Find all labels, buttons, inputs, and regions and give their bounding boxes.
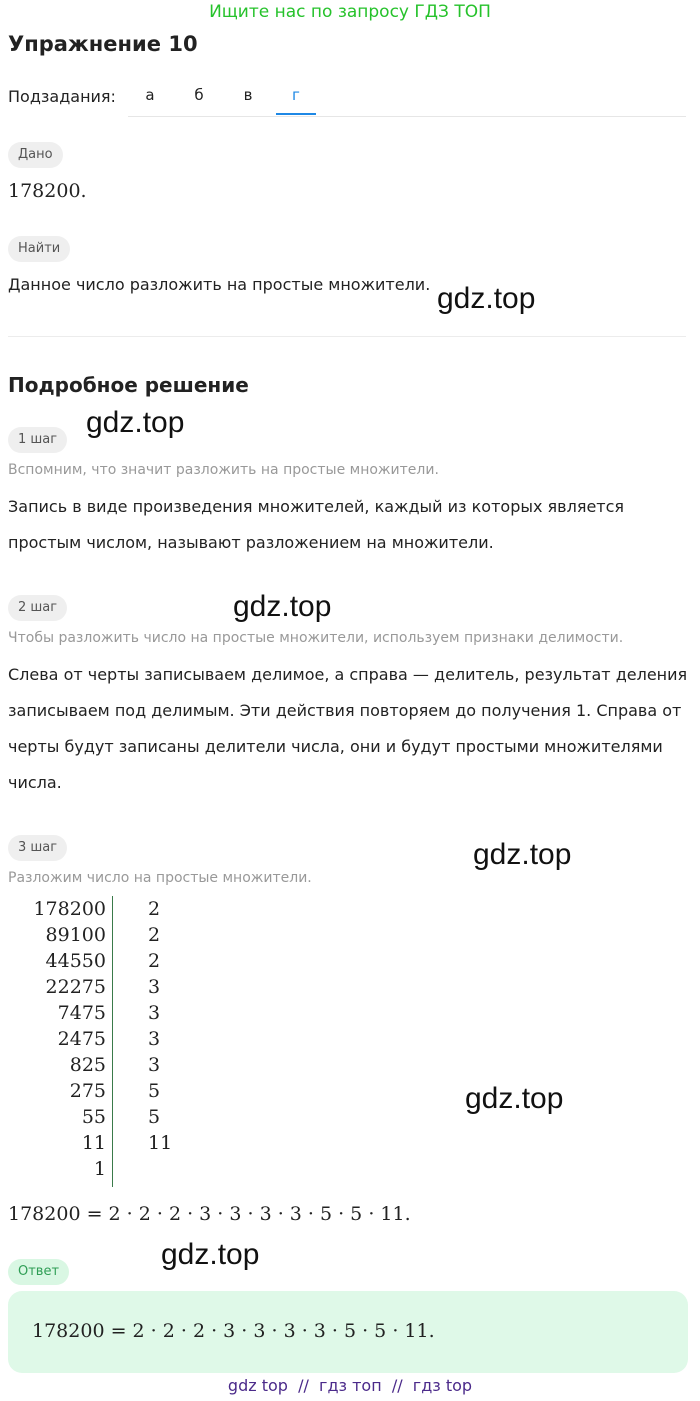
division-row [8, 1028, 208, 1054]
step-2-line: черты будут записаны делители числа, они и будут простыми множителями [8, 737, 663, 756]
find-badge: Найти [8, 236, 70, 262]
tab-a[interactable]: а [145, 86, 155, 104]
division-row [8, 924, 208, 950]
division-row [8, 950, 208, 976]
divisor: 2 [148, 950, 161, 972]
footer-links[interactable]: gdz top // гдз топ // гдз top [227, 1376, 473, 1395]
answer-badge: Ответ [8, 1259, 69, 1285]
division-row [8, 898, 208, 924]
divisor: 3 [148, 1054, 161, 1076]
given-value: 178200. [8, 180, 87, 202]
dividend: 22275 [45, 976, 106, 998]
divisor: 5 [148, 1106, 161, 1128]
division-bar [112, 896, 113, 1187]
section-divider [8, 336, 686, 337]
subtasks-tabs [128, 80, 686, 117]
dividend: 44550 [45, 950, 106, 972]
step-1-line: простым числом, называют разложением на множители. [8, 533, 494, 552]
tab-v[interactable]: в [243, 86, 253, 104]
dividend: 825 [69, 1054, 106, 1076]
watermark: gdz.top [161, 1238, 260, 1271]
step-2-line: числа. [8, 773, 62, 792]
division-row [8, 1080, 208, 1106]
tab-g[interactable]: г [292, 86, 300, 104]
find-text: Данное число разложить на простые множители. [8, 275, 431, 294]
division-row [8, 1132, 208, 1158]
division-table [8, 898, 208, 1188]
dividend: 178200 [33, 898, 106, 920]
search-banner: Ищите нас по запросу ГДЗ ТОП [209, 2, 491, 22]
division-row [8, 1054, 208, 1080]
active-tab-indicator [276, 113, 316, 115]
dividend: 1 [93, 1158, 106, 1180]
factorization-result: 178200 = 2 · 2 · 2 · 3 · 3 · 3 · 3 · 5 · 5 · 11. [8, 1203, 411, 1225]
division-row [8, 976, 208, 1002]
division-row [8, 1002, 208, 1028]
dividend: 7475 [57, 1002, 106, 1024]
subtasks-label: Подзадания: [8, 87, 116, 106]
step-2-line: записываем под делимым. Эти действия повторяем до получения 1. Справа от [8, 701, 682, 720]
dividend: 89100 [45, 924, 106, 946]
step-3-hint: Разложим число на простые множители. [8, 870, 312, 886]
step-1-hint: Вспомним, что значит разложить на простые множители. [8, 462, 439, 478]
step-1-line: Запись в виде произведения множителей, каждый из которых является [8, 497, 625, 516]
answer-text: 178200 = 2 · 2 · 2 · 3 · 3 · 3 · 3 · 5 · 5 · 11. [32, 1320, 435, 1342]
divisor: 3 [148, 1002, 161, 1024]
solution-heading: Подробное решение [8, 373, 249, 397]
watermark: gdz.top [233, 590, 332, 623]
tab-b[interactable]: б [194, 86, 204, 104]
dividend: 2475 [57, 1028, 106, 1050]
step-2-line: Слева от черты записываем делимое, а справа — делитель, результат деления [8, 665, 688, 684]
step-2-badge: 2 шаг [8, 595, 67, 621]
watermark: gdz.top [86, 406, 185, 439]
watermark: gdz.top [473, 838, 572, 871]
divisor: 3 [148, 1028, 161, 1050]
step-2-hint: Чтобы разложить число на простые множители, используем признаки делимости. [8, 630, 624, 646]
divisor: 3 [148, 976, 161, 998]
dividend: 11 [81, 1132, 106, 1154]
dividend: 55 [81, 1106, 106, 1128]
page-title: Упражнение 10 [8, 32, 198, 56]
given-badge: Дано [8, 142, 63, 168]
step-3-badge: 3 шаг [8, 835, 67, 861]
divisor: 2 [148, 898, 161, 920]
division-row [8, 1158, 208, 1184]
dividend: 275 [69, 1080, 106, 1102]
divisor: 2 [148, 924, 161, 946]
divisor: 11 [148, 1132, 173, 1154]
watermark: gdz.top [437, 282, 536, 315]
division-row [8, 1106, 208, 1132]
step-1-badge: 1 шаг [8, 427, 67, 453]
watermark: gdz.top [465, 1082, 564, 1115]
divisor: 5 [148, 1080, 161, 1102]
